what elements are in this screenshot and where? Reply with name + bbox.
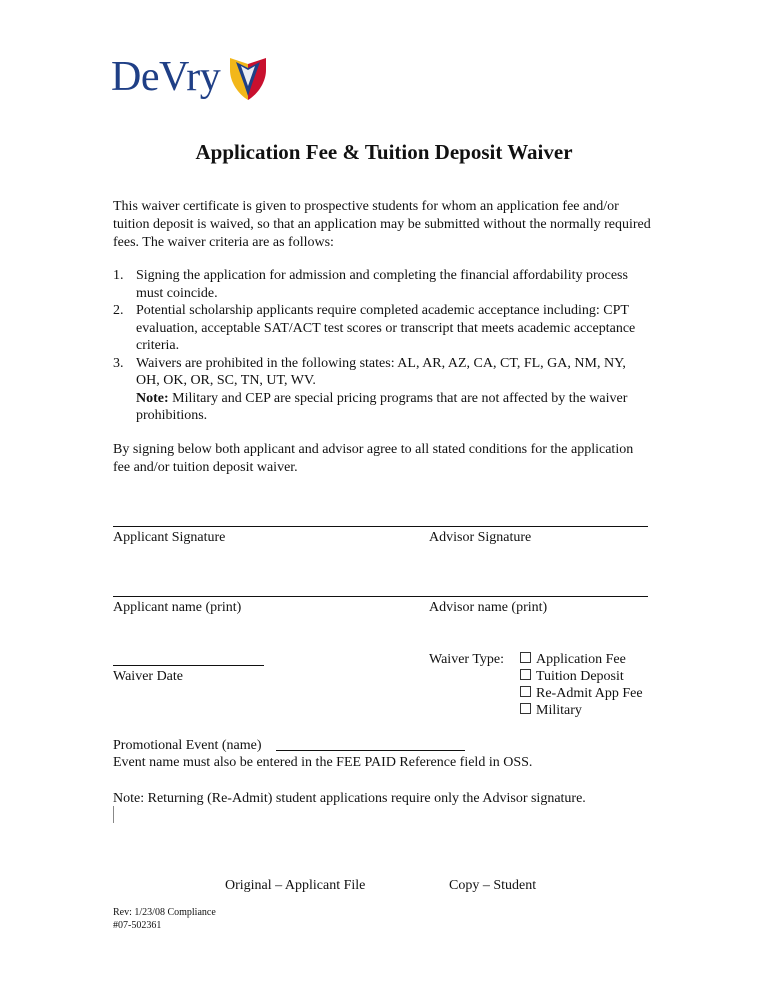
list-number: 1. xyxy=(113,268,124,283)
checkbox-icon[interactable] xyxy=(520,686,531,697)
document-title: Application Fee & Tuition Deposit Waiver xyxy=(195,140,573,164)
promo-name-line[interactable] xyxy=(276,750,465,751)
text-cursor xyxy=(113,806,114,823)
applicant-signature-label: Applicant Signature xyxy=(113,530,226,545)
checkbox-icon[interactable] xyxy=(520,652,531,663)
readmit-note: Note: Returning (Re-Admit) student applications require only the Advisor signature. xyxy=(113,791,586,806)
waiver-option-readmit-app-fee[interactable] xyxy=(520,685,643,702)
waiver-date-label: Waiver Date xyxy=(113,669,183,684)
list-text: Potential scholarship applicants require completed academic acceptance including: CPT evaluation, acceptable SAT/ACT test scores or transcript that meets academic acceptance criteria. xyxy=(136,303,636,353)
waiver-type-options xyxy=(520,651,643,719)
waiver-option-application-fee[interactable] xyxy=(520,651,643,668)
shield-logo-icon xyxy=(228,56,268,102)
brand-logo-text: DeVry xyxy=(111,54,221,100)
option-label: Military xyxy=(536,703,582,718)
name-line[interactable] xyxy=(113,596,648,597)
revision-text: Rev: 1/23/08 Compliance xyxy=(113,907,216,918)
waiver-option-tuition-deposit[interactable] xyxy=(520,668,643,685)
promo-note: Event name must also be entered in the FEE PAID Reference field in OSS. xyxy=(113,755,533,770)
option-label: Re-Admit App Fee xyxy=(536,686,643,701)
list-number: 2. xyxy=(113,303,124,318)
checkbox-icon[interactable] xyxy=(520,669,531,680)
advisor-signature-label: Advisor Signature xyxy=(429,530,532,545)
option-label: Tuition Deposit xyxy=(536,669,624,684)
form-number: #07-502361 xyxy=(113,920,162,931)
note-text: Military and CEP are special pricing programs that are not affected by the waiver prohibitions. xyxy=(136,390,628,423)
intro-paragraph: This waiver certificate is given to prospective students for whom an application fee and/or tuition deposit is waived, so that an application may be submitted without the normally required fees. The waiver criteria are as follows: xyxy=(113,199,651,250)
list-number: 3. xyxy=(113,355,124,371)
applicant-name-label: Applicant name (print) xyxy=(113,600,242,615)
signature-line[interactable] xyxy=(113,526,648,527)
agreement-paragraph: By signing below both applicant and advisor agree to all stated conditions for the application fee and/or tuition deposit waiver. xyxy=(113,442,634,475)
list-text: Waivers are prohibited in the following states: AL, AR, AZ, CA, CT, FL, GA, NM, NY, OH, OK, OR, SC, TN, UT, WV. xyxy=(136,355,626,388)
option-label: Application Fee xyxy=(536,652,626,667)
promo-label: Promotional Event (name) xyxy=(113,738,262,753)
waiver-option-military[interactable] xyxy=(520,702,643,719)
waiver-date-line[interactable] xyxy=(113,665,264,666)
criteria-list xyxy=(113,267,653,425)
original-distribution: Original – Applicant File xyxy=(225,878,366,893)
note-label: Note: xyxy=(136,390,169,406)
copy-distribution: Copy – Student xyxy=(449,878,537,893)
list-item xyxy=(113,267,653,302)
checkbox-icon[interactable] xyxy=(520,703,531,714)
waiver-type-label: Waiver Type: xyxy=(429,652,504,667)
list-text: Signing the application for admission and completing the financial affordability process must coincide. xyxy=(136,268,628,301)
list-item xyxy=(113,302,653,355)
advisor-name-label: Advisor name (print) xyxy=(429,600,548,615)
list-item xyxy=(113,355,653,425)
